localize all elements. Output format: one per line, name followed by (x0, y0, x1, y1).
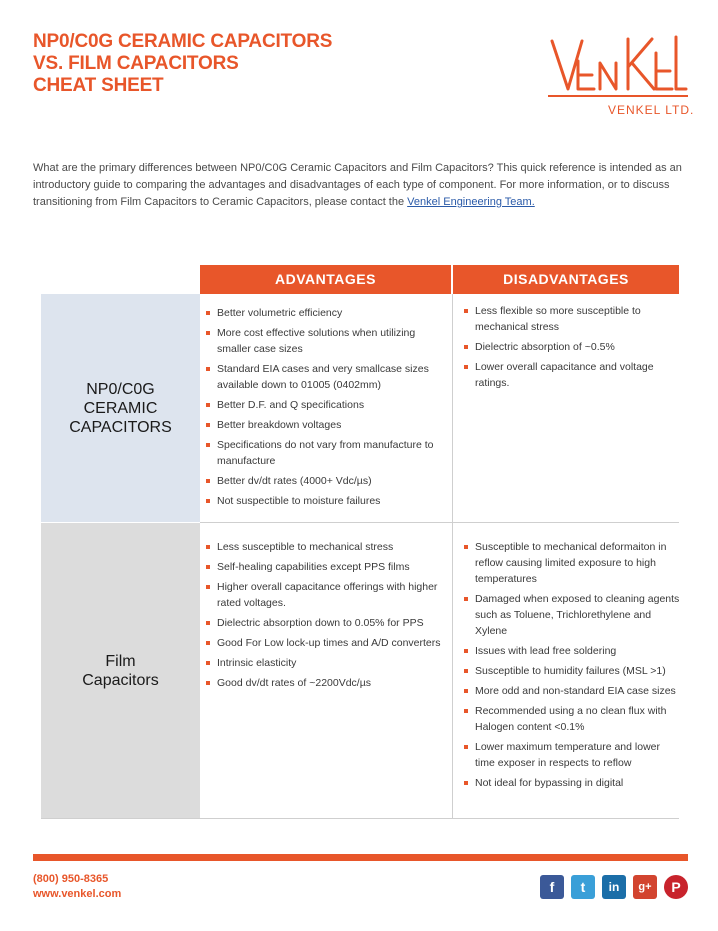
list-item: Self-healing capabilities except PPS films (204, 559, 449, 575)
table-bottom-rule (41, 818, 679, 819)
list-item: Good For Low lock-up times and A/D converters (204, 635, 449, 651)
list-item: Lower overall capacitance and voltage ratings. (462, 359, 682, 391)
venkel-logo (548, 33, 695, 123)
title-line-1: NP0/C0G CERAMIC CAPACITORS (33, 31, 333, 52)
list-item: Less flexible so more susceptible to mechanical stress (462, 303, 682, 335)
list-item: Not ideal for bypassing in digital (462, 775, 682, 791)
column-divider (452, 294, 453, 818)
film-advantages-cell (204, 539, 449, 695)
list-item: Less susceptible to mechanical stress (204, 539, 449, 555)
title-line-2: VS. FILM CAPACITORS (33, 53, 239, 74)
list-item: Better breakdown voltages (204, 417, 449, 433)
list-item: More odd and non-standard EIA case sizes (462, 683, 682, 699)
ceramic-disadvantages-list (462, 303, 682, 391)
ceramic-advantages-cell (204, 305, 449, 513)
list-item: Dielectric absorption of ~0.5% (462, 339, 682, 355)
intro-paragraph (33, 160, 689, 211)
engineering-team-link[interactable]: Venkel Engineering Team. (407, 196, 535, 208)
phone-number: (800) 950-8365 (33, 873, 109, 885)
logo-underline (548, 95, 688, 97)
intro-text: What are the primary differences between NP0/C0G Ceramic Capacitors and Film Capacitors? This quick reference is intended as an introductory guide to comparing the advantages and disadvantages of each type of component. For more information, or to discuss transitioning from Film Capacitors to Ceramic Capacitors, please contact the (33, 162, 682, 208)
list-item: Issues with lead free soldering (462, 643, 682, 659)
row-divider (200, 522, 679, 523)
logo-company-name: VENKEL LTD. (608, 103, 695, 117)
film-label-line-1: Film (105, 652, 136, 670)
film-label-line-2: Capacitors (82, 671, 159, 689)
advantages-header: ADVANTAGES (200, 265, 451, 294)
ceramic-disadvantages-cell (462, 303, 682, 395)
google-plus-icon[interactable]: g+ (633, 875, 657, 899)
page-title (33, 31, 332, 97)
disadvantages-header: DISADVANTAGES (453, 265, 679, 294)
list-item: Good dv/dt rates of ~2200Vdc/µs (204, 675, 449, 691)
list-item: Susceptible to humidity failures (MSL >1) (462, 663, 682, 679)
list-item: Better D.F. and Q specifications (204, 397, 449, 413)
list-item: Standard EIA cases and very smallcase sizes available down to 01005 (0402mm) (204, 361, 449, 393)
list-item: Damaged when exposed to cleaning agents such as Toluene, Trichlorethylene and Xylene (462, 591, 682, 639)
ceramic-capacitors-label (41, 294, 200, 522)
film-disadvantages-cell (462, 539, 682, 795)
facebook-icon[interactable]: f (540, 875, 564, 899)
list-item: Susceptible to mechanical deformaiton in reflow causing limited exposure to high temperatures (462, 539, 682, 587)
list-item: Recommended using a no clean flux with Halogen content <0.1% (462, 703, 682, 735)
list-item: More cost effective solutions when utilizing smaller case sizes (204, 325, 449, 357)
film-advantages-list (204, 539, 449, 691)
ceramic-label-line-3: CAPACITORS (69, 418, 172, 436)
ceramic-label-line-2: CERAMIC (83, 399, 158, 417)
website-link[interactable]: www.venkel.com (33, 888, 122, 900)
twitter-icon[interactable]: t (571, 875, 595, 899)
list-item: Higher overall capacitance offerings with higher rated voltages. (204, 579, 449, 611)
ceramic-label-line-1: NP0/C0G (86, 380, 155, 398)
ceramic-advantages-list (204, 305, 449, 509)
list-item: Not suspectible to moisture failures (204, 493, 449, 509)
list-item: Specifications do not vary from manufacture to manufacture (204, 437, 449, 469)
list-item: Better volumetric efficiency (204, 305, 449, 321)
film-disadvantages-list (462, 539, 682, 791)
film-capacitors-label (41, 523, 200, 818)
footer-rule (33, 854, 688, 861)
list-item: Intrinsic elasticity (204, 655, 449, 671)
linkedin-icon[interactable]: in (602, 875, 626, 899)
pinterest-icon[interactable]: P (664, 875, 688, 899)
footer-contact (33, 872, 121, 902)
venkel-logo-mark-icon (548, 33, 688, 97)
list-item: Dielectric absorption down to 0.05% for PPS (204, 615, 449, 631)
list-item: Lower maximum temperature and lower time exposer in respects to reflow (462, 739, 682, 771)
title-line-3: CHEAT SHEET (33, 75, 164, 96)
list-item: Better dv/dt rates (4000+ Vdc/µs) (204, 473, 449, 489)
